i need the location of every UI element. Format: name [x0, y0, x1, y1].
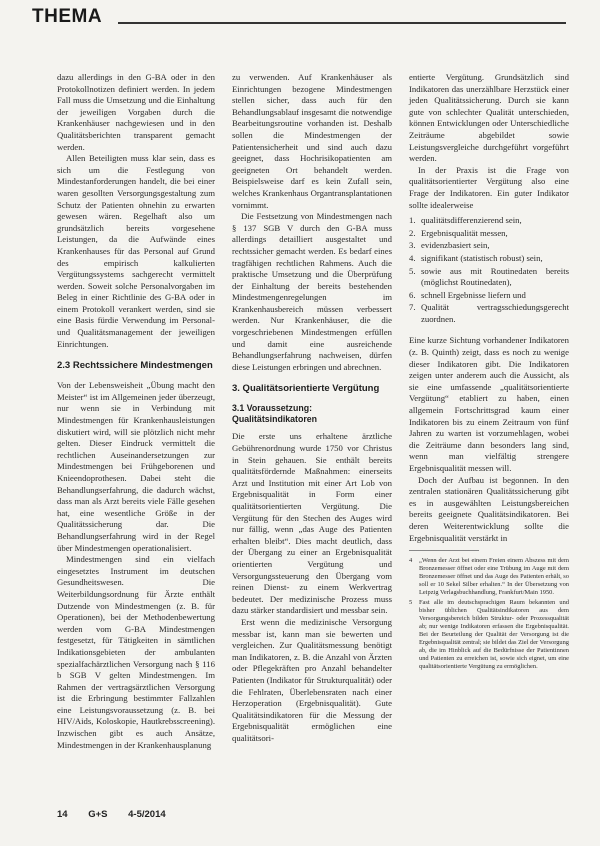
- subsection-heading-3-1: [232, 403, 392, 425]
- footnote: 4 „Wenn der Arzt bei einem Freien einem Abszess mit dem Bronzemesser öffnet oder eine Trübung im Auge mit dem Bronzemesser öffnet und das Auge des Patienten erhält, so soll er 10 Sekel Silber erhalten.“ In der Übersetzung von Leipzig Verlagsbuchhandlung, Frankfurt/Main 1950.: [409, 557, 569, 597]
- page-footer: [57, 809, 184, 820]
- body-paragraph: Die Festsetzung von Mindestmengen nach § 137 SGB V durch den G-BA muss allerdings detailliert ausgestaltet und rechtssicher gemacht werden. Es bedarf eines tragfähigen rechtlichen Rahmens. Auch die praktische Umsetzung und die Überprüfung der Einhaltung der bereits bestehenden Mindestmengenregelungen im Krankenhausbereich müssen verbessert werden. Nur Krankenhäuser, die die vorgeschriebenen Mindestmengen erfüllen und damit eine ausreichende Behandlungserfahrung nachweisen, dürfen diese Leistungen erbringen und abrechnen.: [232, 211, 392, 372]
- body-paragraph: Von der Lebensweisheit „Übung macht den Meister“ ist im Allgemeinen jeder überzeugt, nur wenn sie in Verbindung mit Mindestmengen für Krankenhausleistungen diskutiert wird, will sie plötzlich nicht mehr gelten. Dieser Eindruck vermittelt die rechtlichen Auseinandersetzungen zur Mindestmengen bei Frühgeborenen und Knieendoprothesen. Dabei steht die Behandlungserfahrung, die dadurch wächst, dass man als Arzt bereits viele Fälle gesehen hat, eine wesentliche Größe in der Qualitätssicherung dar. Die Behandlungserfahrung wird in der Regel über Mindestmengen operationalisiert.: [57, 380, 215, 553]
- journal-name: G+S: [88, 809, 108, 820]
- body-paragraph: dazu allerdings in den G-BA oder in den Protokollnotizen definiert werden. In jedem Fall muss die Umsetzung und die Einhaltung der jeweiligen Vorgaben durch die Krankenhäuser nachgewiesen und in den Qualitätsberichten transparent gemacht werden.: [57, 72, 215, 152]
- list-item: 3. evidenzbasiert sein,: [409, 240, 490, 251]
- text-column-3: [409, 72, 569, 673]
- header-rule: [118, 22, 566, 24]
- body-paragraph: Erst wenn die medizinische Versorgung messbar ist, kann man sie bewerten und vergleichen. Zur Qualitätsmessung benötigt man Indikatoren, z. B. die Anzahl von Ärzten oder Pflegekräften pro Anzahl behandelter Patienten (Indikator für Strukturqualität) oder die Fehlraten, Überlebensraten nach einer Herzoperation (Ergebnisqualität). Gute Qualitätsindikatoren für die Messung der Ergebnisqualität ermöglichen eine qualitätsori-: [232, 616, 392, 743]
- body-paragraph: In der Praxis ist die Frage von qualitätsorientierter Vergütung also eine Frage der Indikatoren. Ein guter Indikator sollte idealerweise: [409, 164, 569, 210]
- section-heading-2-3: 2.3 Rechtssichere Mindestmengen: [57, 360, 213, 372]
- list-item: 7. Qualität vertragsschiedungsgerecht zuordnen.: [409, 302, 569, 324]
- footnote-rule: [409, 550, 479, 551]
- body-paragraph: Die erste uns erhaltene ärztliche Gebührenordnung wurde 1750 vor Christus in Stein gehauen. Sie enthält bereits qualitätsfördernde Maßnahmen: einerseits Arzt und Institution mit einer Art Lob von Ergebnisqualität in Form einer qualitätsorientierten Vergütung. Die Vergütung für den Stechen des Auges wird nur fällig, wenn „das Auge des Patienten erhalten bleibt“. Dies macht deutlich, dass der Übergang zu einer an Ergebnisqualität orientierten Vergütung und Versorgungssteuerung den Übergang vom reinen Dienst- zu einem Werkvertrag bedeutet. Der medizinische Prozess muss dazu stärker standardisiert und messbar sein.: [232, 431, 392, 616]
- list-item: 4. signifikant (statistisch robust) sein,: [409, 252, 543, 263]
- text-column-2: [232, 72, 392, 744]
- page-number: 14: [57, 809, 68, 820]
- list-item: 6. schnell Ergebnisse liefern und: [409, 289, 526, 300]
- body-paragraph: Doch der Aufbau ist begonnen. In den zentralen stationären Qualitätssicherung gibt es in ausgewählten Leistungsbereichen bereits geeignete Qualitätsindikatoren. Bei deren Weiterentwicklung sollte die Ergebnisqualität verstärkt in: [409, 474, 569, 543]
- body-paragraph: Mindestmengen sind ein vielfach eingesetztes Instrument im deutschen Gesundheitswesen. Die Weiterbildungsordnung für Ärzte enthält Dutzende von Mindestmengen (z. B. für Operationen), bei der Methodenbewertung werden vom G-BA Mindestmengen festgesetzt, für Tätigkeiten in sämtlichen Indikationsgebieten der ambulanten spezialfachärztlichen Versorgung nach § 116 b SGB V gelten Mindestmengen. Im Rahmen der vertragsärztlichen Versorgung ist die Erbringung bestimmter Fallzahlen eine Leistungsvoraussetzung (z. B. bei HIV/Aids, Koloskopie, Hautkrebsscreening). Inzwischen gibt es auch Ansätze, Mindestmengen in der Krankenhausplanung: [57, 554, 215, 750]
- body-paragraph: entierte Vergütung. Grundsätzlich sind Indikatoren das unerzählbare Herzstück einer jeden Qualitätssicherung. Durch sie kann gute von schlechter Qualität unterschieden, können Entwicklungen oder Unterschiedliche Zeiträume abgebildet sowie Leistungsvergleiche durchgeführt vorgeführt werden.: [409, 72, 569, 164]
- footnote: 5 Fast alle im deutschsprachigen Raum bekannten und bisher üblichen Qualitätsindikatoren aus dem Versorgungsbereich bilden Struktur- oder Prozessqualität ab; nur wenige Indikatoren erfassen die Ergebnisqualität. Bei der Beurteilung der Qualität der Versorgung ist die Ergebnisqualität zentral; sie bildet das Ziel der Versorgung ab, die im Hinblick auf die Bedürfnisse der Patientinnen und Patienten zu erreichen ist, sowie sich eignet, um eine qualitätsorientierte Vergütung zu ermöglichen.: [409, 599, 569, 671]
- list-item: 5. sowie aus mit Routinedaten bereits (möglichst Routinedaten),: [409, 265, 569, 288]
- text-column-1: [57, 72, 215, 751]
- body-paragraph: zu verwenden. Auf Krankenhäuser als Einrichtungen bezogene Mindestmengen stellen sicher, dass auch für den Behandlungsablauf insgesamt die notwendige Bearbeitungsroutine vorhanden ist. Deshalb sollen die Mindestmengen der Patientensicherheit und sind auch dazu geeignet, dass Hochrisikopatienten am geeigneten Ort behandelt werden. Beispielsweise darf es kein Zufall sein, welches Krankenhaus Organtransplantationen vornimmt.: [232, 72, 392, 210]
- section-header-title: THEMA: [32, 6, 103, 27]
- body-paragraph: Allen Beteiligten muss klar sein, dass es sich um die Festlegung von Mindestanforderungen handelt, die bei einer waren gesollten Versorgungsgestaltung zum Schutz der Patienten ohnehin zu erwarten gewesen wären. Regelhaft also um grundsätzlich bereits vorgesehene Leistungen, da die Aufwände eines Krankenhauses für das Personal auf Grund des empirisch kalkulierten Vergütungssystems sachgerecht vermittelt werden. Soweit solche Personalvorgaben im Beleg in einer Richtlinie des G-BA oder in einem Protokoll verankert werden, sind sie eine Basis fürdie Verwendung im Personal- und Qualitätsmanagement der jeweiligen Einrichtungen.: [57, 153, 215, 349]
- list-item: 2. Ergebnisqualität messen,: [409, 227, 508, 238]
- body-paragraph: Eine kurze Sichtung vorhandener Indikatoren (z. B. Quinth) zeigt, dass es noch zu wenige dieser Indikatoren gibt. Die Indikatoren zeigen unter anderem auch die Aussicht, als sie eine umfassende „qualitätsorientierte Vergütung“ etabliert zu haben, einen allgemein Fortschrittsgrad kaum einer Indikatoren bis zu einem Zeitraum von fünf Jahren zu warten ist vorzumehlagen, wobei die Zeiträume dann besonders lang sind, wenn man vielfältig strengere Ergebnisqualität messen will.: [409, 335, 569, 473]
- subsection-heading-line2: Qualitätsindikatoren: [232, 414, 318, 425]
- subsection-heading-line1: 3.1 Voraussetzung:: [232, 403, 313, 414]
- footnotes: [409, 557, 569, 671]
- indicator-criteria-list: [409, 215, 569, 325]
- section-heading-3: 3. Qualitätsorientierte Vergütung: [232, 383, 380, 395]
- list-item: 1. qualitätsdifferenzierend sein,: [409, 215, 522, 226]
- issue-number: 4-5/2014: [128, 809, 166, 820]
